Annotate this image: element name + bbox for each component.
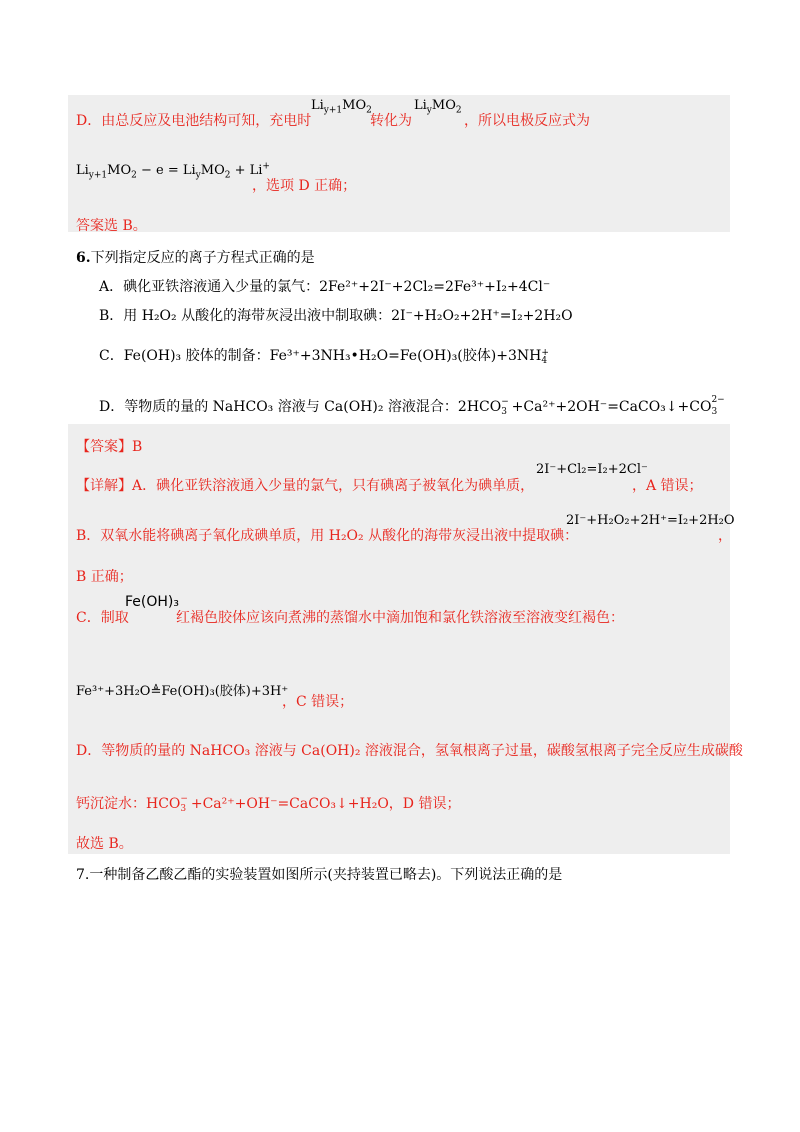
q6-detail-d: D．等物质的量的 NaHCO₃ 溶液与 Ca(OH)₂ 溶液混合，氢氧根离子过量，碳酸氢根离子完全反应生成碳酸: [76, 743, 743, 759]
q6-detail-d2: 钙沉淀水：HCO − 3 +Ca²⁺+OH⁻=CaCO₃↓+H₂O，D 错误；: [76, 794, 461, 814]
q6-detail-b-end: ，: [718, 528, 732, 544]
q6-detail-c-formula: Fe(OH)₃: [125, 594, 179, 610]
q6-detail-a-equation: 2I⁻+Cl₂=I₂+2Cl⁻: [536, 462, 648, 477]
q6-detail-c-end: ，C 错误；: [282, 694, 354, 710]
q6-detail-c-text: 红褐色胶体应该向煮沸的蒸馏水中滴加饱和氯化铁溶液至溶液变红褐色：: [176, 610, 624, 626]
q6-detail-a-end: ，A 错误；: [632, 478, 703, 494]
q6-detail-c-equation: Fe³⁺+3H₂O≜Fe(OH)₃(胶体)+3H⁺: [76, 684, 289, 699]
q6-option-b: B．用 H₂O₂ 从酸化的海带灰浸出液中制取碘：2I⁻+H₂O₂+2H⁺=I₂+2H₂O: [99, 308, 573, 324]
formula-li-y1-mo2: $Li_{y+1}MO_2$: [311, 98, 372, 116]
q7-stem: 7.一种制备乙酸乙酯的实验装置如图所示(夹持装置已略去)。下列说法正确的是: [76, 867, 563, 883]
q6-option-d: D．等物质的量的 NaHCO₃ 溶液与 Ca(OH)₂ 溶液混合：2HCO − 3 +Ca²⁺+2OH⁻=CaCO₃↓+CO 2− 3: [99, 395, 725, 417]
q6-detail-b2: B 正确；: [76, 569, 133, 585]
q6-conclusion: 故选 B。: [76, 836, 133, 852]
explanation-d-text: D．由总反应及电池结构可知，充电时: [76, 113, 312, 129]
q6-option-c: C．Fe(OH)₃ 胶体的制备：Fe³⁺+3NH₃•H₂O=Fe(OH)₃(胶体)+3NH + 4: [99, 348, 549, 366]
answer-prev: 答案选 B。: [76, 218, 147, 234]
q6-answer: 【答案】B: [76, 439, 143, 455]
q6-detail-b-equation: 2I⁻+H₂O₂+2H⁺=I₂+2H₂O: [566, 513, 735, 528]
explanation-d-line: [76, 110, 311, 130]
q6-detail-b: B．双氧水能将碘离子氧化成碘单质，用 H₂O₂ 从酸化的海带灰浸出液中提取碘：: [76, 528, 579, 544]
q6-stem: 6.下列指定反应的离子方程式正确的是: [76, 250, 315, 266]
q6-option-a: A．碘化亚铁溶液通入少量的氯气：2Fe²⁺+2I⁻+2Cl₂=2Fe³⁺+I₂+4Cl⁻: [99, 279, 551, 295]
q6-detail-c: C．制取: [76, 610, 129, 626]
electrode-equation: $Li_{y+1}MO_2 - e = Li_yMO_2 + Li^+$: [76, 161, 270, 181]
q6-detail-a: 【详解】A．碘化亚铁溶液通入少量的氯气，只有碘离子被氧化为碘单质，: [76, 478, 535, 494]
explanation-d-convert: 转化为: [370, 113, 412, 129]
formula-li-y-mo2: $Li_yMO_2$: [414, 98, 462, 116]
explanation-d-rest: ，所以电极反应式为: [464, 113, 590, 129]
explanation-d-correct: ，选项 D 正确；: [252, 178, 357, 194]
